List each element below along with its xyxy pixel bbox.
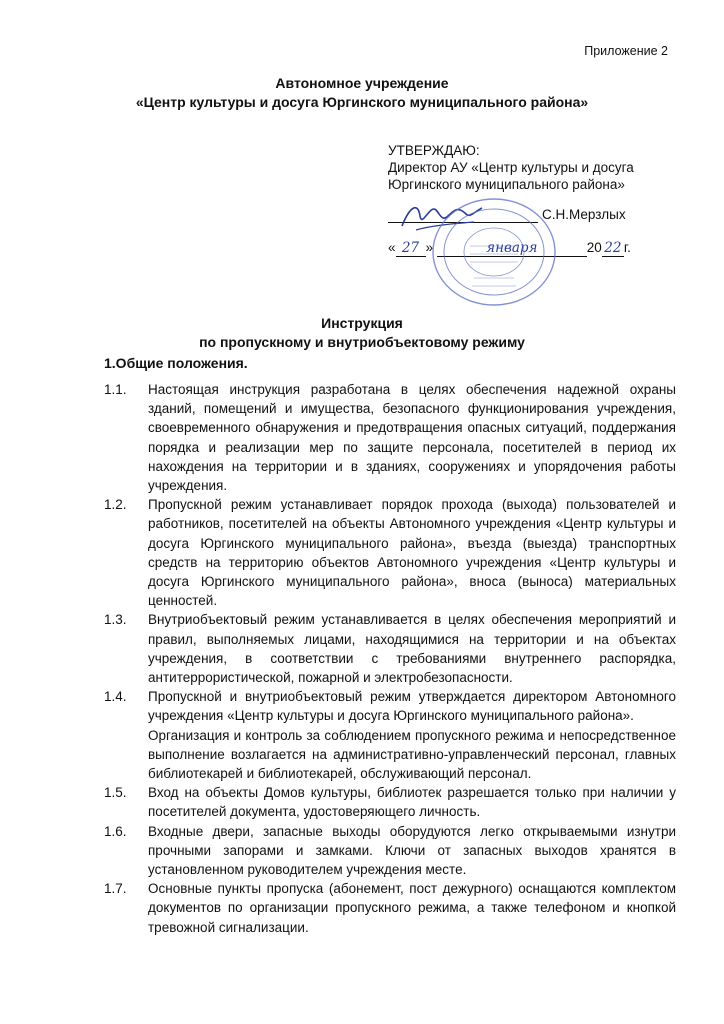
date-year-suffix: 22: [602, 240, 624, 257]
organization-header: [0, 74, 724, 112]
date-day: 27: [396, 240, 426, 257]
signer-name: С.Н.Мерзлых: [542, 207, 626, 222]
clause-number: 1.7.: [104, 881, 127, 897]
clause-1-3: [104, 610, 676, 687]
approval-position-line-1: Директор АУ «Центр культуры и досуга: [388, 160, 634, 175]
clause-1-5: [104, 783, 676, 821]
approval-position-line-2: Юргинского муниципального района»: [388, 177, 625, 192]
clause-1-2: [104, 495, 676, 610]
approval-heading: УТВЕРЖДАЮ:: [388, 143, 480, 158]
section-heading: 1.Общие положения.: [104, 355, 248, 371]
clause-text: Пропускной и внутриобъектовый режим утверждается директором Автономного учреждения «Центр культуры и досуга Юргинского муниципального района».: [148, 689, 676, 724]
organization-line-1: Автономное учреждение: [275, 75, 449, 91]
date-month: января: [437, 240, 587, 257]
date-year-prefix: 20: [586, 240, 602, 255]
clause-1-1: [104, 380, 676, 495]
clause-number: 1.6.: [104, 823, 127, 839]
clause-text: Пропускной режим устанавливает порядок прохода (выхода) пользователей и работников, посетителей на объекты Автономного учреждения «Центр культуры и досуга Юргинского муниципального района», въезда (выезда) транспортных средств на территорию объектов Автономного учреждения «Центр культуры и досуга Юргинского муниципального района», вноса (выноса) материальных ценностей.: [148, 497, 676, 609]
clause-text: Основные пункты пропуска (абонемент, пост дежурного) оснащаются комплектом документов по организации пропускного режима, а также телефоном и кнопкой тревожной сигнализации.: [148, 881, 676, 935]
clause-text: Настоящая инструкция разработана в целях обеспечения надежной охраны зданий, помещений и имущества, безопасного функционирования учреждения, своевременного обнаружения и предотвращения опасных ситуаций, поддержания порядка и реализации мер по защите персонала, посетителей в период их нахождения на территории и в зданиях, сооружениях и упорядочения работы учреждения.: [148, 382, 676, 494]
clause-number: 1.5.: [104, 785, 127, 801]
approval-block: [388, 142, 688, 193]
clause-1-4: [104, 687, 676, 783]
clause-number: 1.1.: [104, 382, 127, 397]
clause-1-7: [104, 879, 676, 937]
clause-number: 1.2.: [104, 497, 127, 513]
document-title-line-2: по пропускному и внутриобъектовому режиму: [199, 334, 525, 350]
clause-text-continued: Организация и контроль за соблюдением пропускного режима и непосредственное выполнение возлагается на административно-управленческий персонал, главных библиотекарей и библиотекарей, обслуживающий персонал.: [148, 727, 676, 782]
document-title-line-1: Инструкция: [321, 315, 403, 331]
document-title: [0, 314, 724, 352]
clauses-list: [104, 380, 676, 937]
clause-text: Вход на объекты Домов культуры, библиотек разрешается только при наличии у посетителей документа, удостоверяющего личность.: [148, 785, 676, 820]
clause-number: 1.3.: [104, 612, 127, 628]
annex-label: Приложение 2: [584, 44, 668, 58]
organization-line-2: «Центр культуры и досуга Юргинского муниципального района»: [135, 94, 589, 110]
organization-stamp: [430, 196, 558, 308]
clause-1-6: [104, 822, 676, 880]
clause-text: Внутриобъектовый режим устанавливается в целях обеспечения мероприятий и правил, выполняемых лицами, находящимися на территории и на объектах учреждения, в соответствии с требованиями внутреннего распорядка, антитеррористической, пожарной и электробезопасности.: [148, 612, 676, 686]
date-year-unit: г.: [623, 240, 631, 255]
date-close-quote: »: [425, 240, 434, 255]
clause-text: Входные двери, запасные выходы оборудуются легко открываемыми изнутри прочными запорами и замками. Ключи от запасных выходов хранятся в установленном руководителем учреждения месте.: [148, 823, 676, 878]
date-open-quote: «: [388, 240, 396, 255]
clause-number: 1.4.: [104, 689, 127, 705]
